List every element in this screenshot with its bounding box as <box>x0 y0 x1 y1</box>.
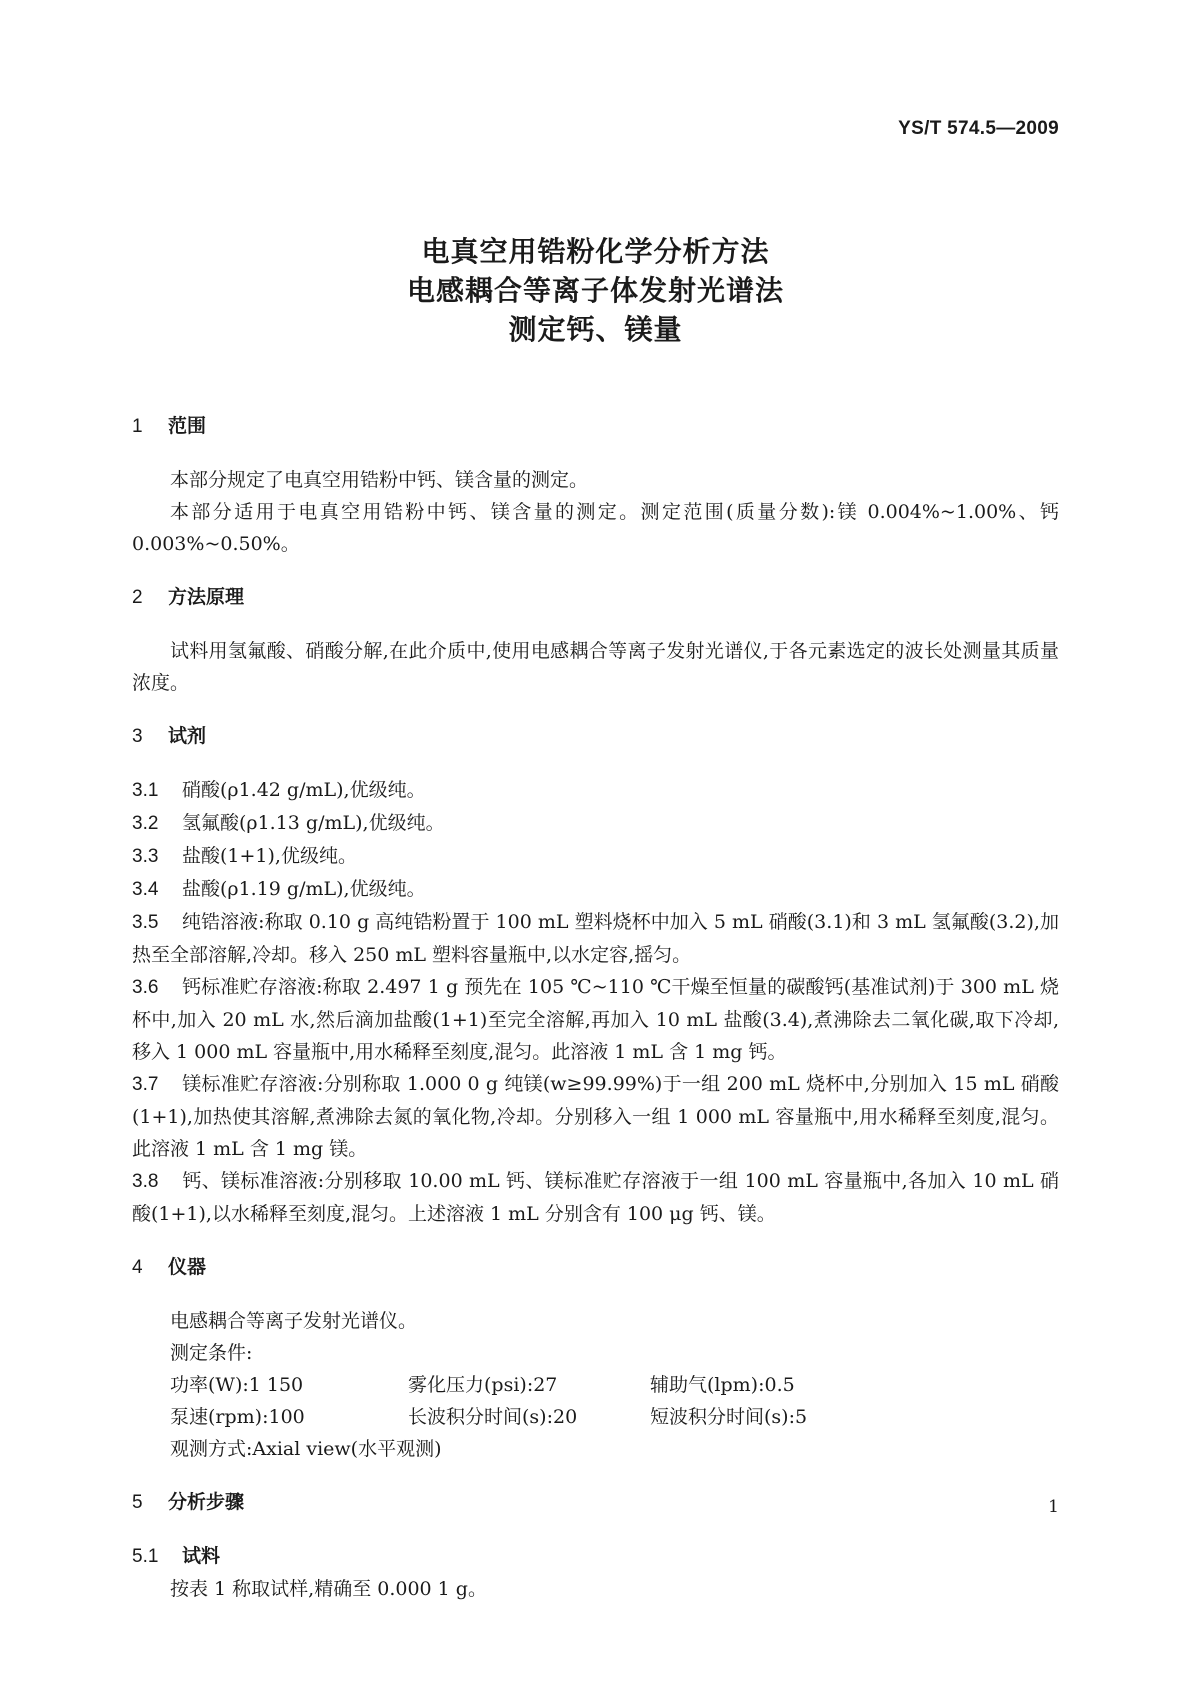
reagent-item <box>132 906 1059 971</box>
condition-value: 功率(W):1 150 <box>170 1374 304 1396</box>
paragraph: 测定条件: <box>170 1342 253 1364</box>
paragraph: 本部分规定了电真空用锆粉中钙、镁含量的测定。 <box>170 469 589 491</box>
title-line-3: 测定钙、镁量 <box>508 313 683 346</box>
item-text: 氢氟酸(ρ1.13 g/mL),优级纯。 <box>182 812 445 834</box>
paragraph: 按表 1 称取试样,精确至 0.000 1 g。 <box>170 1578 487 1600</box>
condition-value: 长波积分时间(s):20 <box>408 1406 578 1428</box>
condition-value: 雾化压力(psi):27 <box>408 1374 558 1396</box>
subsection-title: 试料 <box>182 1545 221 1567</box>
subsection-heading-sample <box>132 1540 1059 1573</box>
reagent-item <box>132 1165 1059 1230</box>
section-title: 分析步骤 <box>168 1491 245 1513</box>
condition-value: 辅助气(lpm):0.5 <box>650 1374 795 1396</box>
item-text: 盐酸(1+1),优级纯。 <box>182 845 357 867</box>
reagent-item <box>132 971 1059 1068</box>
section-number: 5 <box>132 1492 143 1513</box>
item-number: 3.3 <box>132 846 159 867</box>
item-number: 3.5 <box>132 912 159 933</box>
section-heading-principle <box>132 581 1059 614</box>
title-line-2: 电感耦合等离子体发射光谱法 <box>406 274 784 307</box>
subsection-number: 5.1 <box>132 1546 159 1567</box>
section-number: 3 <box>132 726 143 747</box>
item-text: 硝酸(ρ1.42 g/mL),优级纯。 <box>182 779 426 801</box>
section-heading-scope <box>132 410 1059 443</box>
paragraph: 本部分适用于电真空用锆粉中钙、镁含量的测定。测定范围(质量分数):镁 0.004%~1.00%、钙 0.003%~0.50%。 <box>132 501 1059 555</box>
section-number: 2 <box>132 587 143 608</box>
paragraph: 观测方式:Axial view(水平观测) <box>170 1438 442 1460</box>
section-number: 1 <box>132 416 143 437</box>
item-text: 钙标准贮存溶液:称取 2.497 1 g 预先在 105 ℃~110 ℃干燥至恒量的碳酸钙(基准试剂)于 300 mL 烧杯中,加入 20 mL 水,然后滴加盐酸(1+1)至完全溶解,再加入 10 mL 盐酸(3.4),煮沸除去二氧化碳,取下冷却,移入 1 000 mL 容量瓶中,用水稀释至刻度,混匀。此溶液 1 mL 含 1 mg 钙。 <box>132 976 1059 1063</box>
standard-code: YS/T 574.5—2009 <box>898 118 1059 139</box>
section-heading-procedure <box>132 1486 1059 1519</box>
reagent-item <box>132 774 1059 807</box>
item-number: 3.8 <box>132 1171 159 1192</box>
paragraph: 电感耦合等离子发射光谱仪。 <box>170 1310 418 1332</box>
section-title: 试剂 <box>168 725 207 747</box>
condition-value: 泵速(rpm):100 <box>170 1406 305 1428</box>
conditions-row <box>132 1401 1059 1433</box>
item-number: 3.1 <box>132 780 159 801</box>
reagent-item <box>132 1068 1059 1165</box>
paragraph: 试料用氢氟酸、硝酸分解,在此介质中,使用电感耦合等离子发射光谱仪,于各元素选定的波长处测量其质量浓度。 <box>132 640 1059 694</box>
reagent-item <box>132 840 1059 873</box>
document-body <box>132 410 1059 1605</box>
reagent-item <box>132 873 1059 906</box>
conditions-row <box>132 1369 1059 1401</box>
title-line-1: 电真空用锆粉化学分析方法 <box>421 235 770 268</box>
document-title <box>0 232 1191 349</box>
item-number: 3.4 <box>132 879 159 900</box>
item-text: 钙、镁标准溶液:分别移取 10.00 mL 钙、镁标准贮存溶液于一组 100 mL 容量瓶中,各加入 10 mL 硝酸(1+1),以水稀释至刻度,混匀。上述溶液 1 mL 分别含有 100 μg 钙、镁。 <box>132 1170 1059 1225</box>
item-number: 3.2 <box>132 813 159 834</box>
item-number: 3.6 <box>132 977 159 998</box>
page-number: 1 <box>1048 1497 1059 1517</box>
section-heading-reagents <box>132 720 1059 753</box>
item-text: 镁标准贮存溶液:分别称取 1.000 0 g 纯镁(w≥99.99%)于一组 200 mL 烧杯中,分别加入 15 mL 硝酸(1+1),加热使其溶解,煮沸除去氮的氧化物,冷却。分别移入一组 1 000 mL 容量瓶中,用水稀释至刻度,混匀。此溶液 1 mL 含 1 mg 镁。 <box>132 1073 1059 1160</box>
section-number: 4 <box>132 1257 143 1278</box>
section-title: 方法原理 <box>168 586 245 608</box>
condition-value: 短波积分时间(s):5 <box>650 1406 808 1428</box>
item-text: 纯锆溶液:称取 0.10 g 高纯锆粉置于 100 mL 塑料烧杯中加入 5 mL 硝酸(3.1)和 3 mL 氢氟酸(3.2),加热至全部溶解,冷却。移入 250 mL 塑料容量瓶中,以水定容,摇匀。 <box>132 911 1059 966</box>
item-number: 3.7 <box>132 1074 159 1095</box>
section-title: 范围 <box>168 415 207 437</box>
section-heading-apparatus <box>132 1251 1059 1284</box>
section-title: 仪器 <box>168 1256 207 1278</box>
item-text: 盐酸(ρ1.19 g/mL),优级纯。 <box>182 878 426 900</box>
reagent-item <box>132 807 1059 840</box>
